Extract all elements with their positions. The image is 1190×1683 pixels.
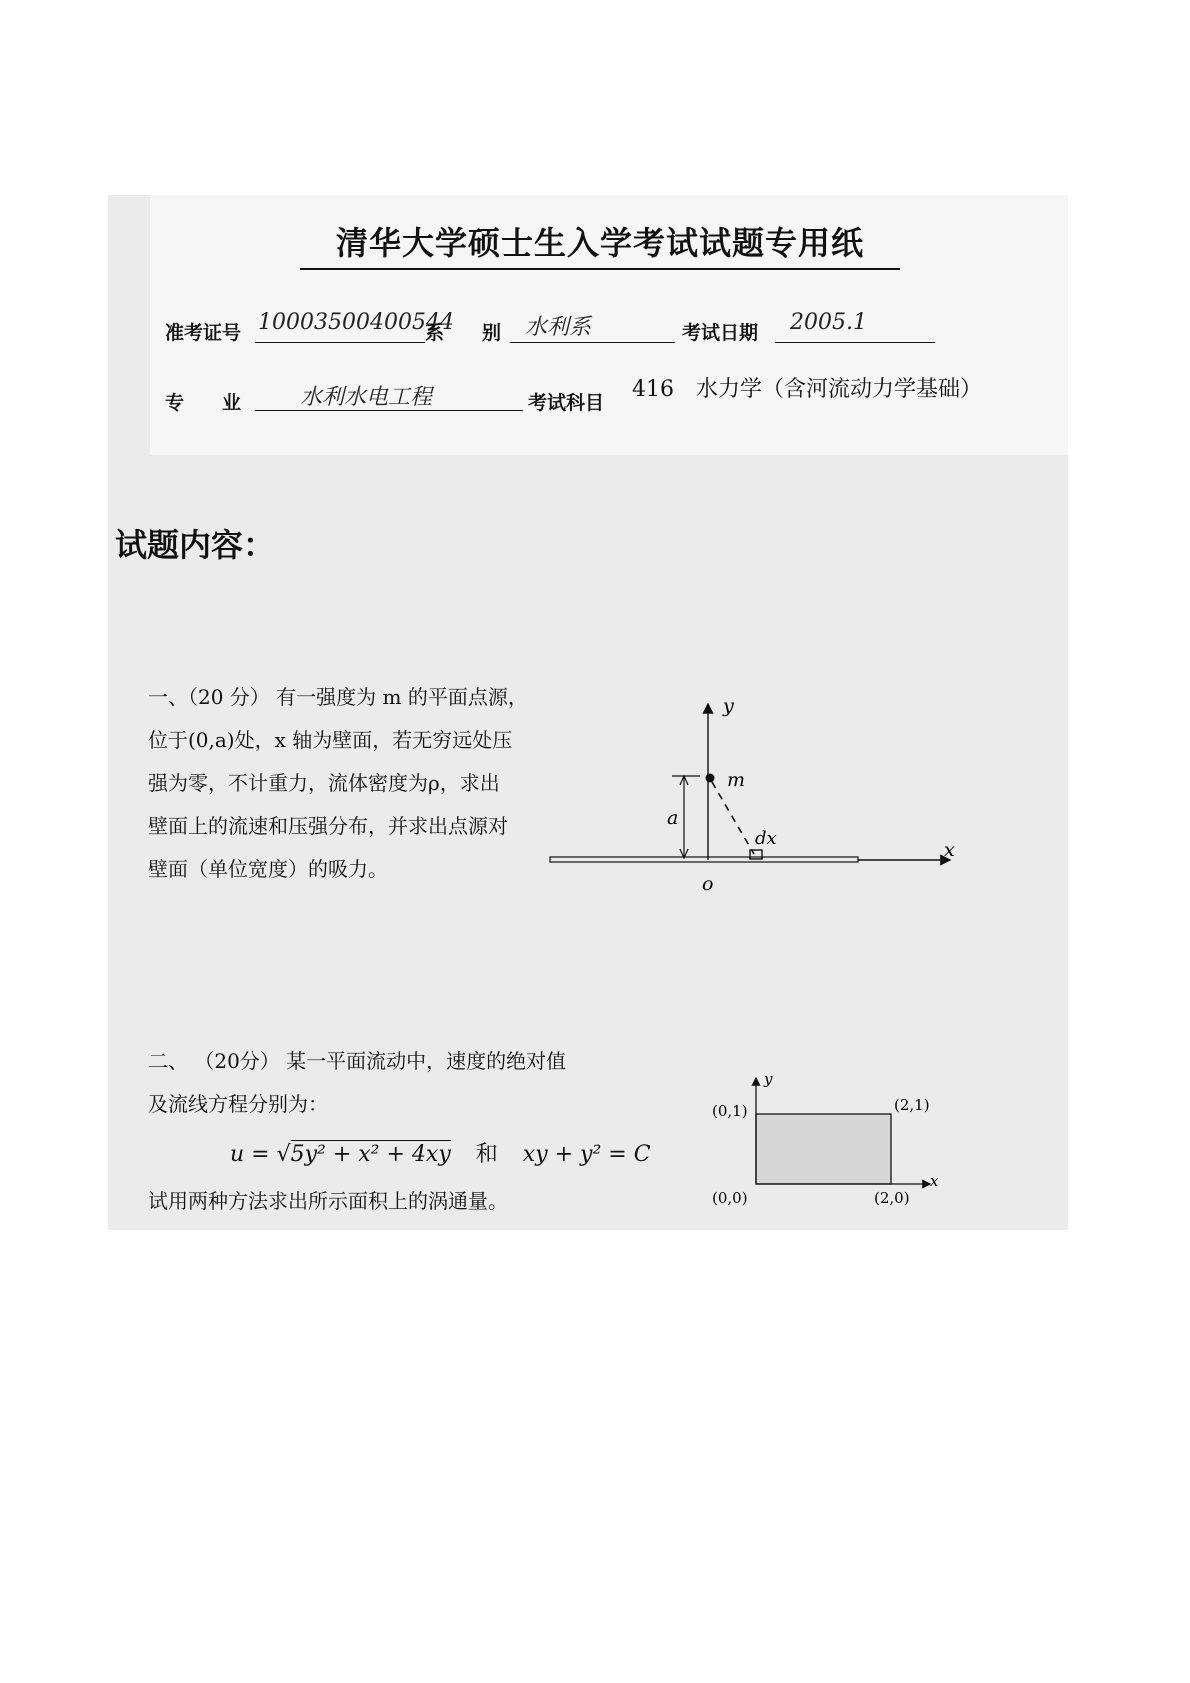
and-word: 和 <box>475 1142 498 1167</box>
exam-id-underline <box>255 342 425 343</box>
q1-figure <box>540 690 970 910</box>
q1-line: 强为零，不计重力，流体密度为ρ，求出 <box>148 771 500 795</box>
date-underline <box>775 342 935 343</box>
q1-line: 位于(0,a)处，x 轴为壁面，若无穷远处压 <box>148 728 513 752</box>
question-2-text <box>148 1040 668 1126</box>
label-2-0: (2,0) <box>874 1189 910 1207</box>
origin-label: o <box>702 873 714 895</box>
major-value: 水利水电工程 <box>300 385 433 410</box>
region-rectangle <box>756 1114 891 1184</box>
exam-id-value: 10003500400544 <box>258 310 454 335</box>
q1-line: 壁面（单位宽度）的吸力。 <box>148 857 388 881</box>
q2-line: 及流线方程分别为： <box>148 1092 328 1116</box>
y-label: y <box>723 695 734 717</box>
major-underline <box>255 410 523 411</box>
q1-line: 一、（20 分） 有一强度为 m 的平面点源， <box>148 685 528 709</box>
dept-underline <box>510 342 675 343</box>
major-label: 专 业 <box>165 392 242 414</box>
point-source <box>706 774 715 783</box>
content-title: 试题内容： <box>115 526 276 564</box>
question-1-text <box>148 676 568 891</box>
q2-last-line: 试用两种方法求出所示面积上的涡通量。 <box>148 1189 508 1213</box>
q2-line: 二、 （20分） 某一平面流动中，速度的绝对值 <box>148 1049 567 1073</box>
wall <box>550 857 858 862</box>
subject-value: 416 水力学（含河流动力学基础） <box>632 377 982 402</box>
dept-value: 水利系 <box>525 315 592 340</box>
page-title: 清华大学硕士生入学考试试题专用纸 <box>300 218 900 270</box>
label-2-1: (2,1) <box>894 1096 930 1114</box>
q2-figure <box>690 1070 990 1210</box>
q1-line: 壁面上的流速和压强分布，并求出点源对 <box>148 814 508 838</box>
dept-label: 系 别 <box>425 322 502 344</box>
q2-y-label: y <box>764 1070 773 1088</box>
velocity-radicand: 5y² + x² + 4xy <box>290 1142 451 1167</box>
q2-equation <box>230 1137 651 1168</box>
x-label: x <box>944 839 955 861</box>
question-2-last <box>148 1180 668 1223</box>
a-label: a <box>667 807 679 829</box>
velocity-lhs: u = √ <box>230 1142 291 1167</box>
streamline-equation: xy + y² = C <box>522 1142 651 1167</box>
label-0-1: (0,1) <box>712 1102 748 1120</box>
dx-label: dx <box>755 828 777 849</box>
dashed-line <box>712 782 754 854</box>
date-label: 考试日期 <box>682 322 759 344</box>
exam-id-label: 准考证号 <box>165 322 242 344</box>
subject-label: 考试科目 <box>528 392 605 414</box>
q2-x-label: x <box>930 1172 939 1190</box>
date-value: 2005.1 <box>790 310 867 335</box>
m-label: m <box>727 769 746 791</box>
label-0-0: (0,0) <box>712 1189 748 1207</box>
